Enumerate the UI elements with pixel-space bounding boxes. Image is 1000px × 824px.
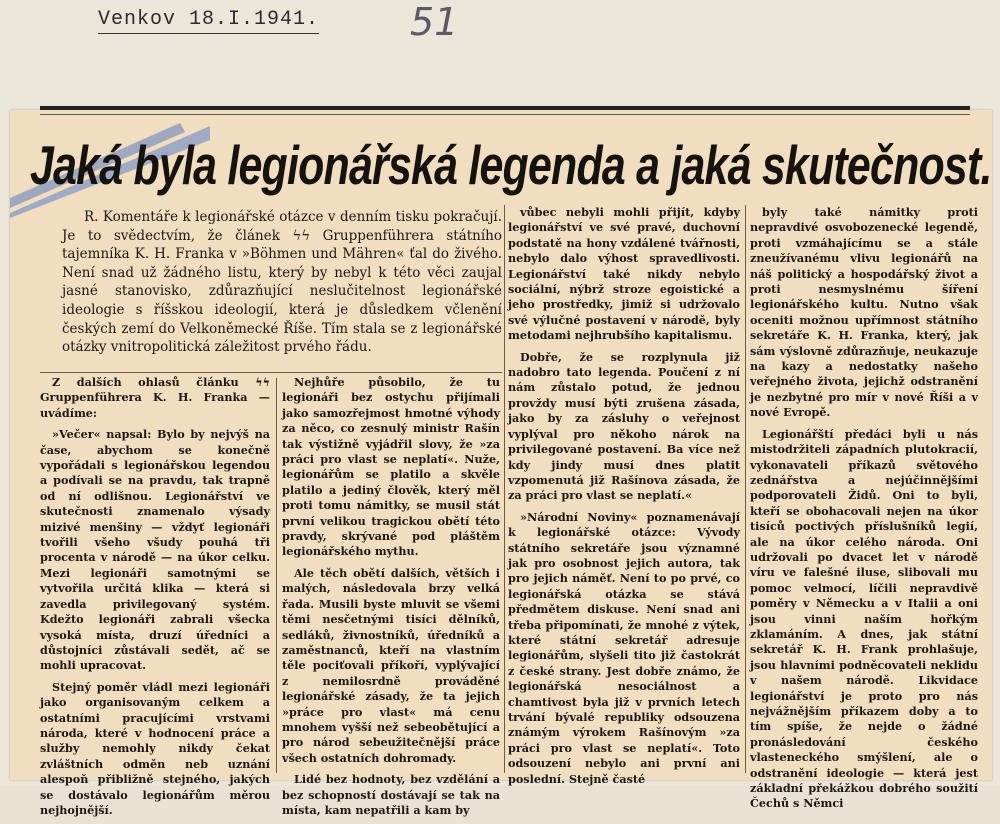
column-paragraph: Ale těch obětí dalších, větších i malých, následovala brzy velká řada. Musili byste mluvit se všemi těmi nesčetnými tisíci dělníků, sedláků, živnostníků, úředníků a zaměstnanců, kteří na vlastním těle pociťovali příkoří, vyplývající z nemilosrdně prováděné legionářské zásady, že ta jejich »práce pro vlast« má cenu mnohem vyšší než sebeobětující a pro národ sebeužitečnější práce všech ostatních dohromady.: [282, 565, 500, 765]
article-column-3: [508, 205, 740, 793]
column-paragraph: »Národní Noviny« poznamenávají k legionářské otázce: Vývody státního sekretáře jsou významné jak pro osobnost jejich autora, tak pro jejich náměť. Není to po prvé, co legionářská otázka se stává předmětem diskuse. Není snad ani třeba připomínati, že mnohé z výtek, které státní sekretář adresuje legionářům, slyšeli tito již častokrát z české strany. Jest dobře známo, že legionářská nesociálnost a chamtivost byla již v prvních letech trvání bývalé republiky odsouzena známým výrokem Rašínovým »za práci pro vlast se neplatí«. Toto odsouzení nebylo ani první ani poslední. Stejně časté: [508, 509, 740, 786]
article-column-1: [40, 375, 270, 824]
column-paragraph: Z dalších ohlasů článku ϟϟ Gruppenführera K. H. Franka — uvádíme:: [40, 375, 270, 420]
lead-separator: [40, 372, 502, 373]
source-date-stamp: [98, 8, 319, 31]
column-separator: [276, 378, 277, 773]
lead-paragraph: R. Komentáře k legionářské otázce v denním tisku pokračují. Je to svědectvím, že článek ϟϟ Gruppenführera státního tajemníka K. H. Franka v »Böhmen und Mähren« ťal do živého. Není snad už žádného listu, který by nebyl k této věci zaujal jasné stanovisko, zdůrazňující neslučitelnost legionářské ideologie s říšskou ideologií, která je důsledkem včlenění českých zemí do Velkoněmecké Říše. Tím stala se z legionářské otázky vnitropolitická záležitost prvého řádu.: [62, 209, 502, 356]
headline: Jaká byla legionářská legenda a jaká skutečnost.: [30, 134, 992, 196]
column-paragraph: Legionářští předáci byli u nás mistodržiteli západních plutokracií, vykonavateli příkazů světového zednářstva a nejúčinnějšími podporovateli Židů. Oni to byli, kteří se obohacovali nejen na úkor tisíců poctivých příslušníků legií, ale na úkor celého národa. Oni udržovali po dvacet let v národě víru ve falešné iluse, slibovali mu pomoc velmocí, líčili nepravdivě poměry v Německu a v Italii a oni jsou vinni naším hořkým zklamáním. A dnes, jak státní sekretář K. H. Frank prohlašuje, jsou hlavními podněcovateli neklidu v našem národě. Likvidace legionářství je proto pro nás nejvážnějším příkazem doby a to tím spíše, že nejde o žádné pronásledování českého vlasteneckého smýšlení, ale o odstranění ideologie — která jest základní překážkou dobrého soužití Čechů s Němci: [750, 426, 978, 811]
column-separator: [745, 205, 746, 773]
column-paragraph: Dobře, že se rozplynula již nadobro tato legenda. Poučení z ní nám zůstalo potud, že jednou provždy musí býti zrušena zásada, jako by za zásluhy o veřejnost vyplýval pro někoho nárok na privilegované postavení. Ba více než kdy jindy musí dnes platit vzpomenutá již Rašínova zásada, že za práci pro vlast se neplatí.«: [508, 349, 740, 503]
column-paragraph: byly také námitky proti nepravdivé osvobozenecké legendě, proti vzmáhajícímu se a stále zneužívanému vlivu legionářů na náš politický a hospodářský život a proti nesmyslnému šíření legionářského kultu. Nutno však oceniti možnou upřímnost státního sekretáře K. H. Franka, který, jak sám výslovně zdůrazňuje, neukazuje na kazy a nedostatky našeho veřejného života, jejichž odstranění je nezbytné pro mír v nové Říši a v nové Evropě.: [750, 205, 978, 420]
column-paragraph: Stejný poměr vládl mezi legionáři jako organisovaným celkem a ostatními pracujícími vrstvami národa, které v hodnocení práce a služby nemohly nikdy čekat zvláštních odměn neb uznání alespoň přibližně stejného, jakých se dostávalo legionářům měrou nejhojnější.: [40, 679, 270, 817]
article-column-2: [282, 375, 500, 824]
column-paragraph: »Večer« napsal: Bylo by nejvýš na čase, abychom se konečně vypořádali s legionářskou legendou a podívali se na pravdu, tak trapně od ní odlišnou. Legionářství ve skutečnosti znamenalo výsady mizivé menšiny — vždyť legionáři tvořili všeho všudy pouhá tři procenta v národě — na úkor celku. Mezi legionáři samotnými se vytvořila určitá klika — která si zavedla privilegovaný systém. Kdežto legionáři zabrali všecka vysoká místa, druzí úředníci a důstojníci zůstávali sedět, ač se mohli upracovat.: [40, 427, 270, 673]
column-separator: [504, 205, 505, 773]
top-rule-thin: [40, 114, 970, 115]
column-paragraph: Lidé bez hodnoty, bez vzdělání a bez schopností dostávají se tak na místa, kam nepatřili a kam by: [282, 772, 500, 817]
handwritten-page-number: 51: [410, 0, 459, 44]
column-paragraph: Nejhůře působilo, že tu legionáři bez ostychu přijímali jako samozřejmost hmotné výhody za něco, co zesnulý ministr Rašín tak výstižně vyjádřil slovy, že »za práci pro vlast se neplatí«. Nuže, legionářům se platilo a skvěle platilo a jediný člověk, který měl proti tomu námitky, se musil stát první velikou tragickou obětí této pravdy, skrývané pod pláštěm legionářského mythu.: [282, 375, 500, 559]
top-rule: [40, 106, 970, 110]
source-underline: [98, 33, 319, 34]
column-paragraph: vůbec nebyli mohli přijít, kdyby legionářství ve své pravé, duchovní podstatě na hony vzdálené tvářnosti, nebylo dalo výhost spravedlivosti. Legionářství také nikdy nebylo sociální, nýbrž stroze egoistické a jeho prostředky, jimiž si udržovalo své výlučné postavení v národě, byly metodami nejhrubšího kapitalismu.: [508, 205, 740, 343]
source-date-text: Venkov 18.I.1941.: [98, 8, 320, 31]
article-column-4: [750, 205, 978, 818]
